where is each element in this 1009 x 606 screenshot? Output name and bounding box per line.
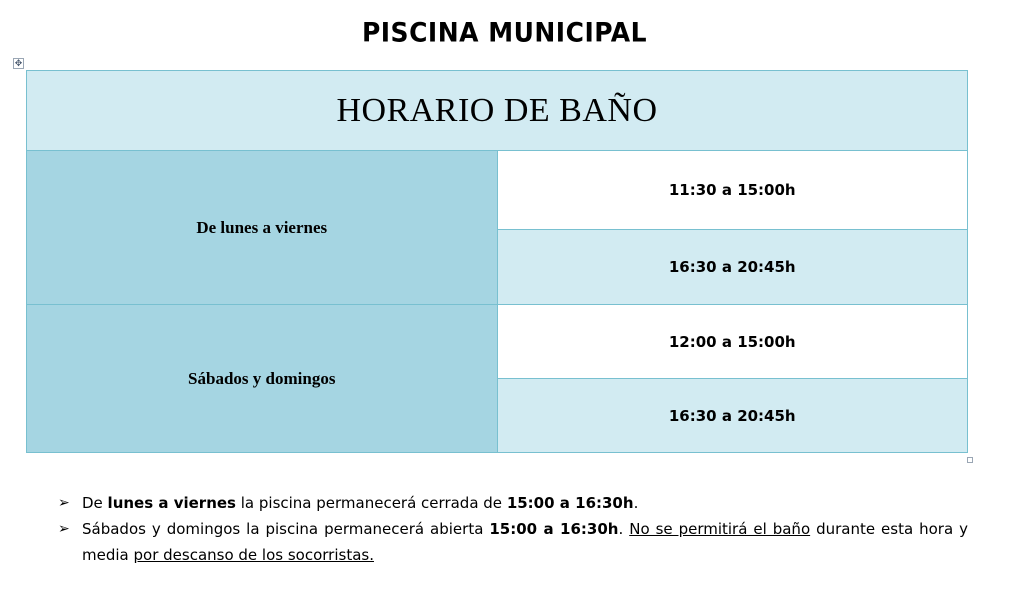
page-title: PISCINA MUNICIPAL xyxy=(361,17,648,48)
note-text: . xyxy=(618,520,630,538)
note-text: Sábados y domingos la piscina permanecerá abierta xyxy=(82,520,490,538)
arrow-bullet-icon: ➢ xyxy=(58,495,70,511)
day-cell-weekends: Sábados y domingos xyxy=(27,305,498,453)
time-cell: 11:30 a 15:00h xyxy=(497,151,968,230)
table-row xyxy=(27,305,968,379)
list-item xyxy=(58,516,968,568)
time-cell: 16:30 a 20:45h xyxy=(497,379,968,453)
table-header-cell: HORARIO DE BAÑO xyxy=(27,71,968,151)
table-header-row xyxy=(27,71,968,151)
note-text: la piscina permanecerá cerrada de xyxy=(235,494,507,512)
note-text: De xyxy=(82,494,108,512)
table-row xyxy=(27,151,968,230)
note-underlined-text: por descanso de los socorristas. xyxy=(133,546,374,564)
day-cell-weekdays: De lunes a viernes xyxy=(27,151,498,305)
note-text: . xyxy=(633,494,639,512)
note-bold-text: 15:00 a 16:30h xyxy=(489,520,619,538)
time-cell: 16:30 a 20:45h xyxy=(497,230,968,305)
note-bold-text: 15:00 a 16:30h xyxy=(506,494,634,512)
table-move-handle-icon[interactable]: ✥ xyxy=(14,58,23,68)
schedule-table xyxy=(26,70,968,453)
arrow-bullet-icon: ➢ xyxy=(58,521,70,537)
note-underlined-text: No se permitirá el baño xyxy=(629,520,811,538)
notes-list xyxy=(58,490,968,568)
list-item xyxy=(58,490,968,516)
table-resize-handle[interactable] xyxy=(967,457,973,463)
time-cell: 12:00 a 15:00h xyxy=(497,305,968,379)
note-bold-text: lunes a viernes xyxy=(107,494,236,512)
note-text: durante esta hora y media xyxy=(82,520,968,564)
